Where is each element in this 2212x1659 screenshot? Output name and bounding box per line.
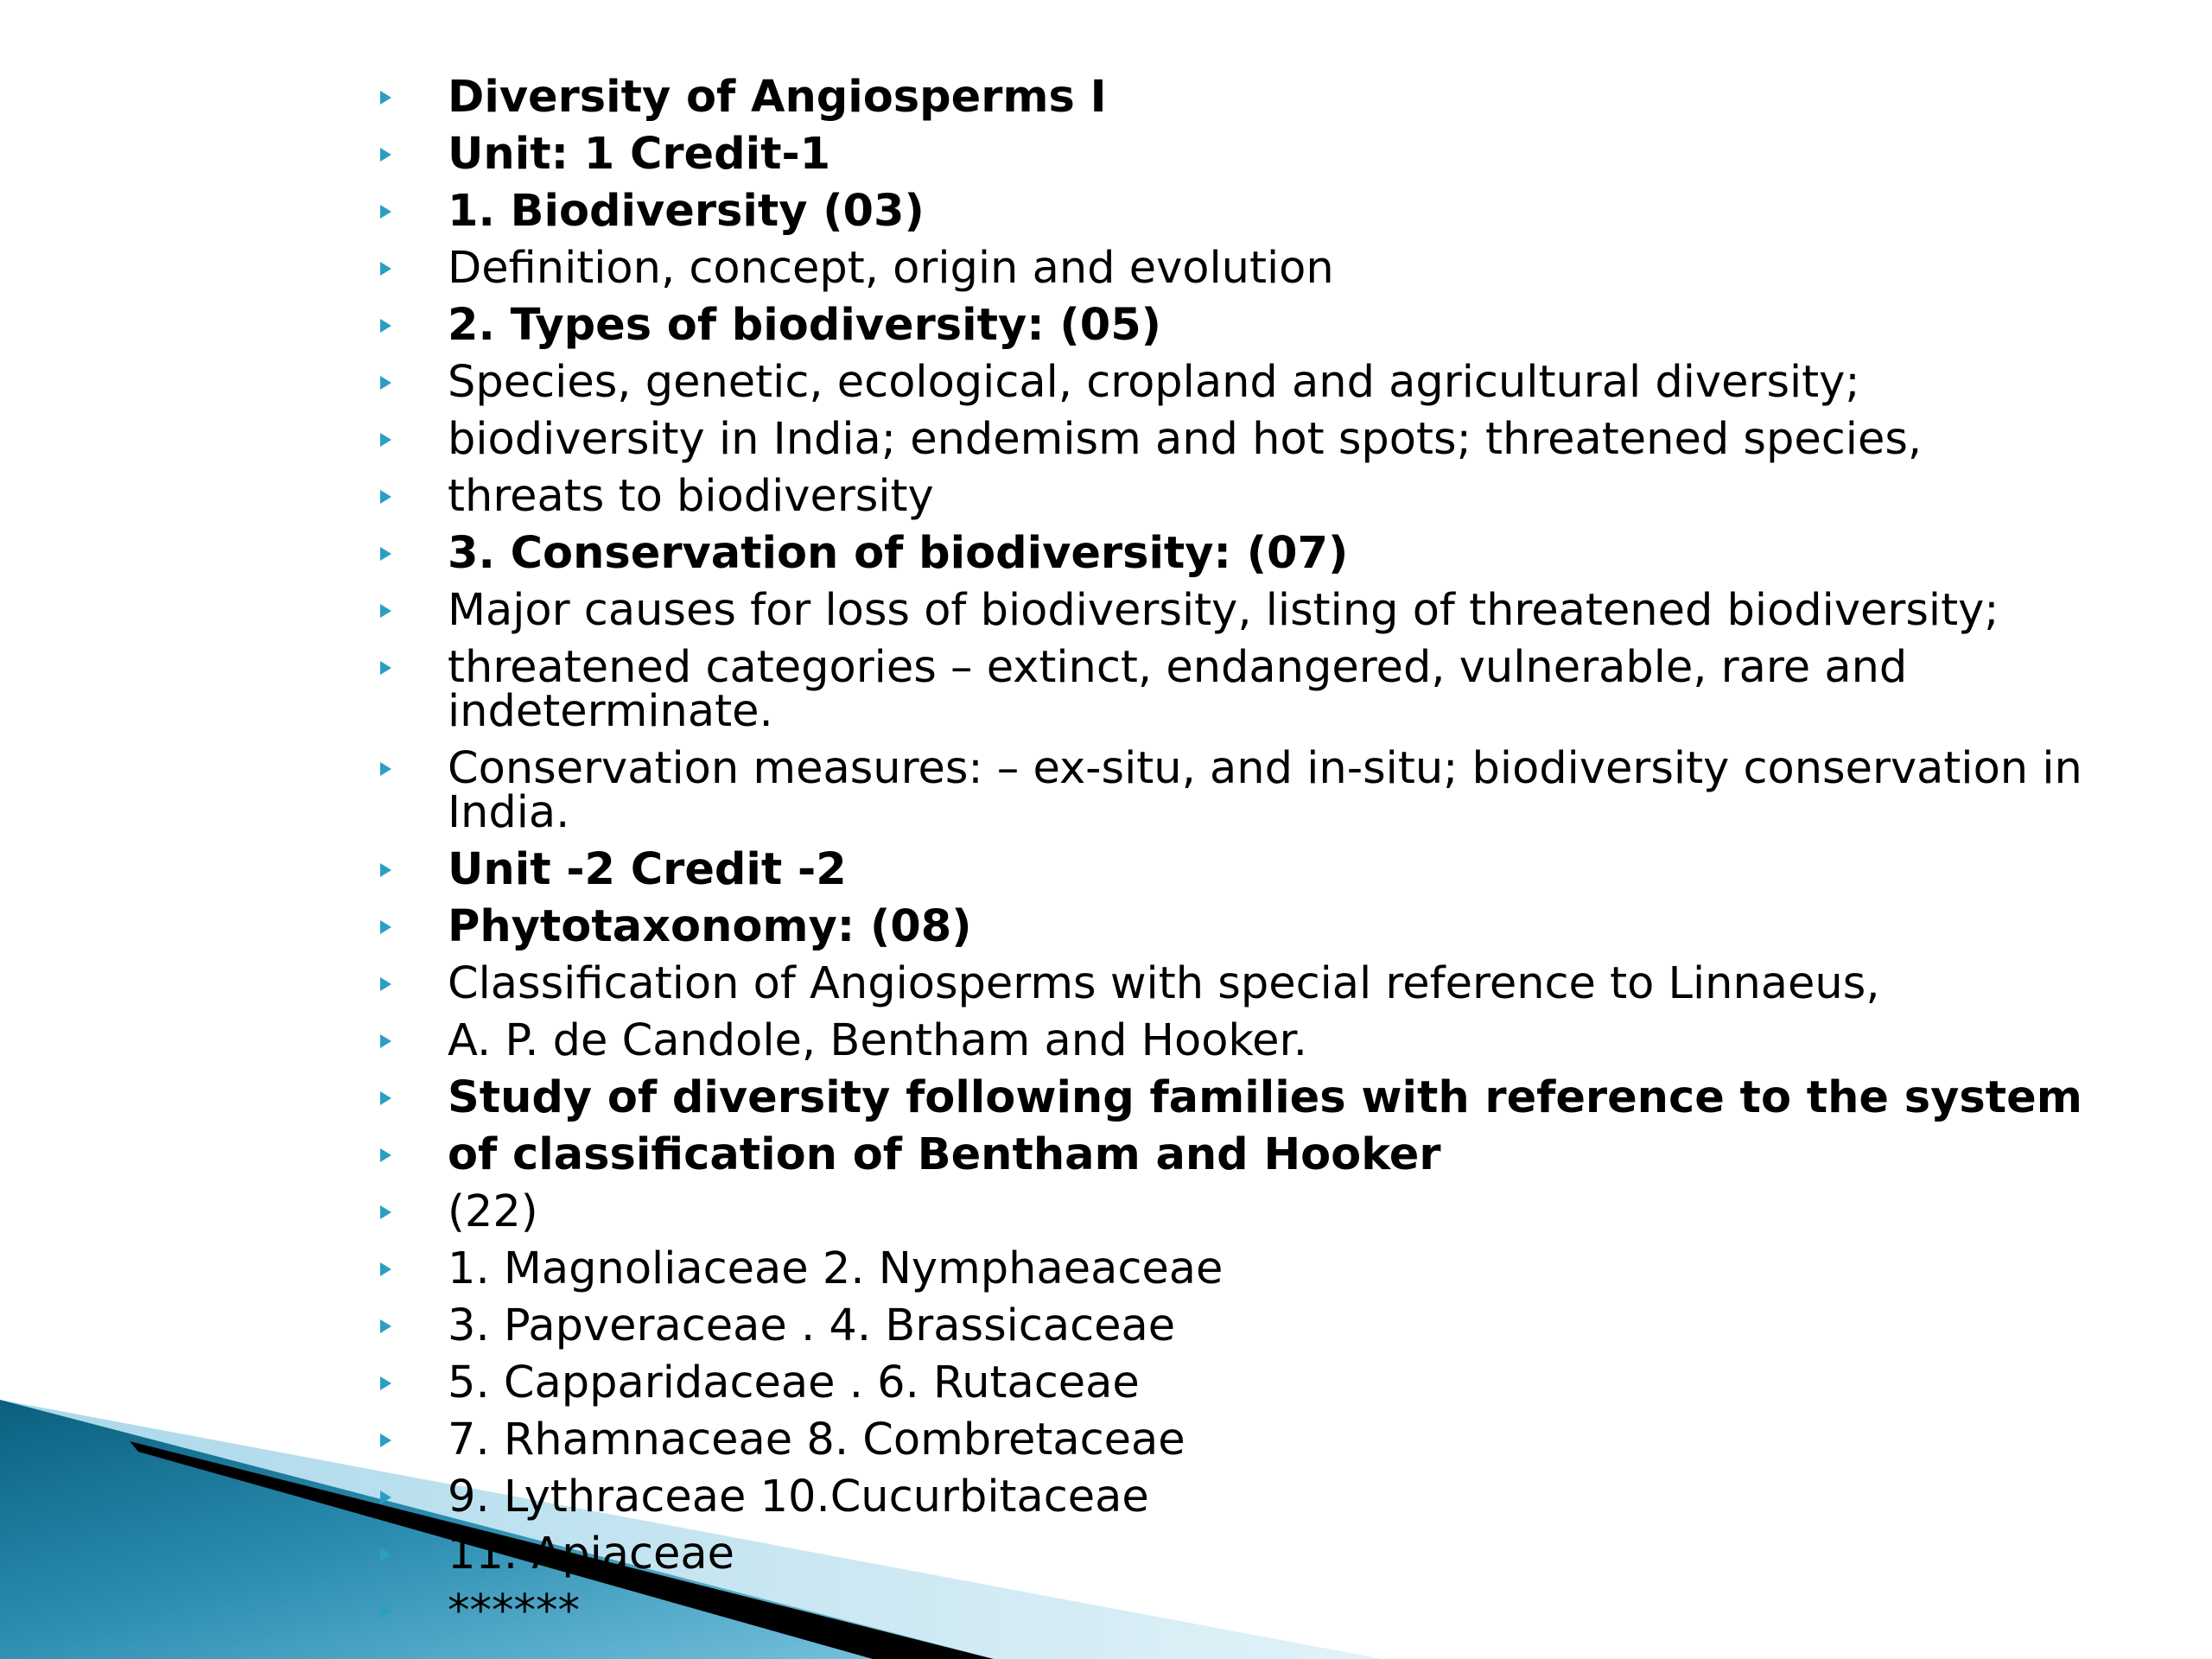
list-item-text: threats to biodiversity bbox=[448, 471, 934, 522]
bullet-arrow-icon bbox=[380, 762, 391, 776]
list-item-text: threatened categories – extinct, endangered, vulnerable, rare and indeterminate. bbox=[448, 642, 1908, 737]
list-item bbox=[380, 1186, 2126, 1237]
list-item-text: Major causes for loss of biodiversity, listing of threatened biodiversity; bbox=[448, 585, 1999, 636]
list-item bbox=[380, 1529, 2126, 1580]
list-item-text: 1. Biodiversity (03) bbox=[448, 186, 925, 237]
list-item bbox=[380, 357, 2126, 408]
list-item-text: ****** bbox=[448, 1586, 580, 1637]
list-item bbox=[380, 1129, 2126, 1180]
list-item-text: Phytotaxonomy: (08) bbox=[448, 901, 972, 952]
bullet-arrow-icon bbox=[380, 863, 391, 877]
list-item-text: (22) bbox=[448, 1186, 538, 1237]
list-item-text: Conservation measures: – ex-situ, and in-situ; biodiversity conservation in India. bbox=[448, 743, 2082, 838]
list-item bbox=[380, 1015, 2126, 1066]
list-item-text: Unit -2 Credit -2 bbox=[448, 844, 847, 895]
bullet-arrow-icon bbox=[380, 1491, 391, 1504]
bullet-arrow-icon bbox=[380, 262, 391, 276]
list-item-text: biodiversity in India; endemism and hot spots; threatened species, bbox=[448, 414, 1923, 465]
bullet-arrow-icon bbox=[380, 604, 391, 618]
bullet-arrow-icon bbox=[380, 1148, 391, 1162]
bullet-arrow-icon bbox=[380, 205, 391, 219]
bullet-arrow-icon bbox=[380, 319, 391, 333]
list-item-text: of classification of Bentham and Hooker bbox=[448, 1129, 1441, 1180]
list-item-text: 7. Rhamnaceae 8. Combretaceae bbox=[448, 1414, 1185, 1465]
list-item bbox=[380, 958, 2126, 1009]
bullet-list bbox=[380, 72, 2126, 1646]
list-item-text: Diversity of Angiosperms I bbox=[448, 72, 1107, 123]
list-item-text: 11. Apiaceae bbox=[448, 1529, 735, 1580]
list-item bbox=[380, 186, 2126, 237]
list-item bbox=[380, 300, 2126, 351]
list-item bbox=[380, 901, 2126, 952]
list-item bbox=[380, 243, 2126, 294]
list-item-text: 3. Conservation of biodiversity: (07) bbox=[448, 528, 1349, 579]
bullet-arrow-icon bbox=[380, 1319, 391, 1333]
bullet-arrow-icon bbox=[380, 920, 391, 934]
bullet-arrow-icon bbox=[380, 1205, 391, 1219]
bullet-arrow-icon bbox=[380, 977, 391, 991]
list-item-text: Definition, concept, origin and evolution bbox=[448, 243, 1334, 294]
list-item-text: 3. Papveraceae . 4. Brassicaceae bbox=[448, 1300, 1176, 1351]
list-item-text: 5. Capparidaceae . 6. Rutaceae bbox=[448, 1357, 1140, 1408]
list-item bbox=[380, 743, 2126, 838]
bullet-arrow-icon bbox=[380, 376, 391, 390]
bullet-arrow-icon bbox=[380, 148, 391, 162]
list-item bbox=[380, 1300, 2126, 1351]
list-item-text: 2. Types of biodiversity: (05) bbox=[448, 300, 1161, 351]
list-item bbox=[380, 1586, 2126, 1637]
bullet-arrow-icon bbox=[380, 1433, 391, 1447]
list-item-text: Species, genetic, ecological, cropland and agricultural diversity; bbox=[448, 357, 1860, 408]
bullet-arrow-icon bbox=[380, 661, 391, 675]
list-item bbox=[380, 1243, 2126, 1294]
bullet-arrow-icon bbox=[380, 547, 391, 561]
list-item bbox=[380, 1072, 2126, 1123]
list-item bbox=[380, 585, 2126, 636]
bullet-arrow-icon bbox=[380, 1376, 391, 1390]
list-item bbox=[380, 844, 2126, 895]
list-item bbox=[380, 1357, 2126, 1408]
bullet-arrow-icon bbox=[380, 91, 391, 105]
list-item bbox=[380, 528, 2126, 579]
bullet-arrow-icon bbox=[380, 1605, 391, 1618]
list-item-text: Unit: 1 Credit-1 bbox=[448, 129, 831, 180]
bullet-arrow-icon bbox=[380, 1548, 391, 1561]
list-item-text: Study of diversity following families with reference to the system bbox=[448, 1072, 2082, 1123]
list-item bbox=[380, 1414, 2126, 1465]
list-item-text: A. P. de Candole, Bentham and Hooker. bbox=[448, 1015, 1307, 1066]
list-item bbox=[380, 129, 2126, 180]
bullet-arrow-icon bbox=[380, 490, 391, 504]
list-item-text: 1. Magnoliaceae 2. Nymphaeaceae bbox=[448, 1243, 1224, 1294]
bullet-arrow-icon bbox=[380, 1034, 391, 1048]
list-item bbox=[380, 642, 2126, 737]
list-item bbox=[380, 414, 2126, 465]
list-item bbox=[380, 72, 2126, 123]
list-item bbox=[380, 1471, 2126, 1522]
bullet-arrow-icon bbox=[380, 433, 391, 447]
list-item-text: Classification of Angiosperms with special reference to Linnaeus, bbox=[448, 958, 1880, 1009]
bullet-arrow-icon bbox=[380, 1262, 391, 1276]
list-item bbox=[380, 471, 2126, 522]
bullet-arrow-icon bbox=[380, 1091, 391, 1105]
list-item-text: 9. Lythraceae 10.Cucurbitaceae bbox=[448, 1471, 1149, 1522]
